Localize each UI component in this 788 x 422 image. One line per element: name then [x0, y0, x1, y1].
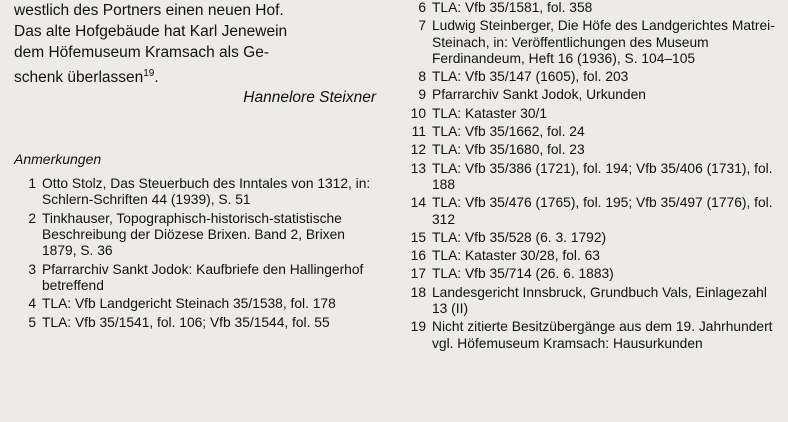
footnote-number: 18	[410, 284, 426, 300]
footnote-number: 19	[410, 319, 426, 335]
footnote-item	[400, 124, 775, 140]
footnote-number: 12	[410, 142, 426, 158]
footnote-number: 13	[410, 160, 426, 176]
footnote-text: TLA: Vfb 35/528 (6. 3. 1792)	[432, 229, 607, 245]
footnote-text: TLA: Vfb 35/1541, fol. 106; Vfb 35/1544, fol. 55	[42, 314, 330, 330]
footnote-number: 10	[410, 105, 426, 121]
footnote-text: TLA: Vfb 35/714 (26. 6. 1883)	[432, 266, 614, 282]
footnote-item	[400, 18, 775, 67]
footnote-text: Otto Stolz, Das Steuerbuch des Inntales von 1312, in: Schlern-Schriften 44 (1939), S. 51	[42, 176, 371, 208]
footnote-item	[400, 69, 775, 85]
footnote-item	[400, 266, 775, 282]
footnote-text: Pfarrarchiv Sankt Jodok, Urkunden	[432, 87, 646, 103]
footnote-item	[400, 87, 775, 103]
footnote-item	[400, 142, 775, 158]
footnote-ref: 19	[143, 68, 155, 79]
footnote-text: TLA: Vfb 35/476 (1765), fol. 195; Vfb 35/497 (1776), fol. 312	[432, 195, 773, 227]
footnote-item	[14, 176, 376, 209]
footnote-number: 16	[410, 248, 426, 264]
footnote-text: TLA: Vfb 35/1581, fol. 358	[432, 0, 593, 15]
footnote-number: 14	[410, 195, 426, 211]
footnote-text: Pfarrarchiv Sankt Jodok: Kaufbriefe den Hallingerhof betreffend	[42, 261, 364, 293]
author-signature: Hannelore Steixner	[243, 89, 376, 107]
footnote-text: TLA: Vfb Landgericht Steinach 35/1538, fol. 178	[42, 296, 336, 312]
footnote-text: TLA: Vfb 35/1680, fol. 23	[432, 142, 585, 158]
footnote-number: 2	[28, 210, 36, 226]
footnote-number: 4	[28, 296, 36, 312]
footnote-text: TLA: Kataster 30/1	[432, 105, 548, 121]
footnote-number: 7	[418, 18, 426, 34]
footnote-text: Ludwig Steinberger, Die Höfe des Landgerichtes Matrei-Steinach, in: Veröffentlichungen des Museum Ferdinandeum, Heft 16 (1936), S. 104–105	[432, 18, 775, 66]
footnote-number: 11	[411, 124, 426, 140]
right-column	[400, 0, 775, 354]
notes-list-left	[14, 176, 376, 331]
footnote-item	[14, 315, 376, 331]
footnote-number: 3	[28, 261, 36, 277]
footnote-text: TLA: Vfb 35/386 (1721), fol. 194; Vfb 35/406 (1731), fol. 188	[432, 160, 773, 192]
footnote-number: 6	[418, 0, 426, 15]
footnote-number: 8	[418, 69, 426, 85]
footnote-item	[14, 262, 376, 295]
footnote-item	[400, 319, 775, 352]
footnote-text: TLA: Kataster 30/28, fol. 63	[432, 248, 600, 264]
footnote-item	[400, 106, 775, 122]
left-column	[14, 0, 376, 333]
footnote-text: Nicht zitierte Besitzübergänge aus dem 19. Jahrhundert vgl. Höfemuseum Kramsach: Hausurkunden	[432, 319, 773, 351]
footnote-number: 5	[28, 314, 36, 330]
footnote-item	[400, 248, 775, 264]
footnote-text: Tinkhauser, Topographisch-historisch-statistische Beschreibung der Diözese Brixen. Band 2, Brixen 1879, S. 36	[42, 210, 345, 259]
footnote-number: 1	[28, 176, 36, 192]
footnote-item	[400, 161, 775, 194]
footnote-number: 15	[410, 229, 426, 245]
notes-heading: Anmerkungen	[14, 151, 102, 168]
footnote-item	[14, 211, 376, 260]
footnote-item	[14, 296, 376, 312]
footnote-text: TLA: Vfb 35/1662, fol. 24	[432, 124, 585, 140]
footnote-item	[400, 285, 775, 318]
closing-paragraph: westlich des Portners einen neuen Hof. Das alte Hofgebäude hat Karl Jenewein dem Höfemuseum Kramsach als Ge- schenk überlassen$^{19}$.	[14, 2, 288, 87]
footnote-text: Landesgericht Innsbruck, Grundbuch Vals, Einlagezahl 13 (II)	[432, 284, 767, 317]
footnote-number: 9	[418, 87, 426, 103]
footnote-number: 17	[410, 266, 426, 282]
footnote-text: TLA: Vfb 35/147 (1605), fol. 203	[432, 69, 629, 85]
footnote-item	[400, 230, 775, 246]
footnote-item	[400, 195, 775, 228]
footnote-item	[400, 0, 775, 16]
notes-list-right	[400, 0, 775, 352]
